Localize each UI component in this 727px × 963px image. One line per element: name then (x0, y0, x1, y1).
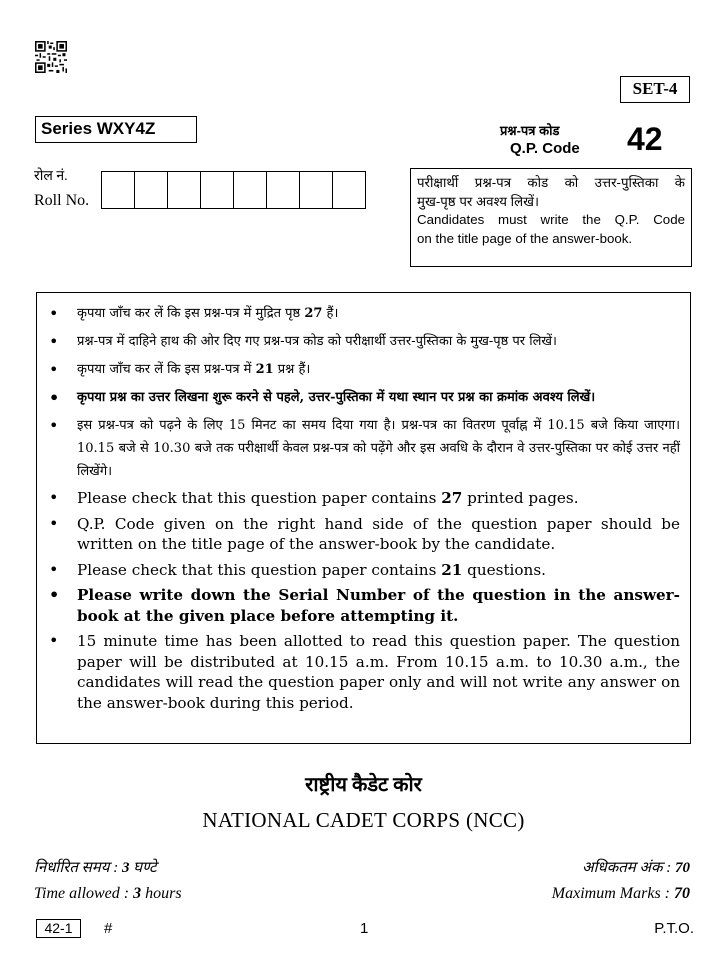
note-hindi-line-1: परीक्षार्थी प्रश्न-पत्र कोड को उत्तर-पुस्तिका के (417, 175, 685, 190)
instruction-item (37, 386, 680, 409)
instruction-text: Please write down the Serial Number of the question in the answer-book at the given place before attempting it. (77, 586, 680, 625)
note-hindi-line-2: मुख-पृष्ठ पर अवश्य लिखें। (417, 193, 540, 209)
time-hindi-unit: घण्टे (129, 860, 157, 876)
instruction-item (37, 631, 680, 713)
roll-no-boxes[interactable] (102, 171, 366, 209)
subject-title: NATIONAL CADET CORPS (NCC) (202, 808, 525, 832)
instruction-item (37, 358, 680, 381)
roll-no-cell[interactable] (233, 171, 267, 209)
instruction-text: 21 (441, 560, 463, 579)
maximum-marks-hindi (582, 857, 690, 877)
roll-no-cell[interactable] (299, 171, 333, 209)
roll-no-label: Roll No. (34, 192, 90, 209)
marks-label: Maximum Marks : (551, 885, 674, 902)
instruction-text: 21 (255, 362, 274, 377)
time-label: Time allowed : (34, 885, 134, 902)
instruction-item (37, 330, 680, 353)
instruction-item (37, 514, 680, 555)
instructions-box (36, 292, 691, 744)
time-unit: hours (141, 885, 182, 902)
qp-code-value: 42 (627, 121, 663, 157)
set-number-box: SET-4 (620, 76, 690, 103)
marks-hindi-value: 70 (675, 860, 690, 876)
qp-code-note-box (410, 168, 692, 267)
roll-no-cell[interactable] (134, 171, 168, 209)
footer-code-box: 42-1 (36, 919, 81, 938)
instruction-text: Q.P. Code given on the right hand side of the question paper should be written on the title page of the answer-book by the candidate. (77, 514, 680, 553)
time-allowed (34, 885, 182, 903)
time-hindi-label: निर्धारित समय : (34, 860, 122, 876)
instruction-text: Please check that this question paper contains (77, 560, 442, 579)
marks-value: 70 (674, 885, 690, 902)
qr-code-icon (35, 41, 67, 73)
roll-no-cell[interactable] (332, 171, 366, 209)
instruction-text: 27 (304, 306, 323, 321)
marks-hindi-label: अधिकतम अंक : (582, 860, 675, 876)
instruction-text: प्रश्न हैं। (273, 362, 311, 377)
instruction-item (37, 488, 680, 509)
note-english-line-1: Candidates must write the Q.P. Code (417, 212, 685, 227)
roll-no-cell[interactable] (167, 171, 201, 209)
series-box: Series WXY4Z (35, 116, 197, 143)
instruction-text: हैं। (322, 306, 339, 321)
pto-label: P.T.O. (654, 920, 694, 937)
instruction-item (37, 414, 680, 483)
footer-hash: # (104, 920, 113, 937)
qp-code-label: Q.P. Code (510, 140, 580, 157)
time-allowed-hindi (34, 857, 157, 877)
instruction-text: कृपया प्रश्न का उत्तर लिखना शुरू करने से पहले, उत्तर-पुस्तिका में यथा स्थान पर प्रश्न का क्रमांक अवश्य लिखें। (77, 390, 596, 405)
instructions-list (37, 293, 690, 713)
instruction-text: 15 minute time has been allotted to read this question paper. The question paper will be distributed at 10.15 a.m. From 10.15 a.m. to 10.30 a.m., the candidates will read the question paper only and will not write any answer on the answer-book during this period. (77, 632, 680, 712)
roll-no-cell[interactable] (101, 171, 135, 209)
instruction-item (37, 302, 680, 325)
roll-no-cell[interactable] (200, 171, 234, 209)
roll-no-cell[interactable] (266, 171, 300, 209)
instruction-text: प्रश्न-पत्र में दाहिने हाथ की ओर दिए गए प्रश्न-पत्र कोड को परीक्षार्थी उत्तर-पुस्तिका के मुख-पृष्ठ पर लिखें। (77, 334, 557, 349)
maximum-marks (552, 885, 690, 903)
instruction-text: printed pages. (462, 489, 579, 507)
instruction-text: इस प्रश्न-पत्र को पढ़ने के लिए 15 मिनट का समय दिया गया है। प्रश्न-पत्र का वितरण पूर्वाह्न में 10.15 बजे किया जाएगा। 10.15 बजे से 10.30 बजे तक परीक्षार्थी केवल प्रश्न-पत्र को पढ़ेंगे और इस अवधि के दौरान वे उत्तर-पुस्तिका पर कोई उत्तर नहीं लिखेंगे। (77, 418, 680, 479)
page-number: 1 (360, 920, 369, 937)
instruction-item (37, 585, 680, 626)
instruction-text: Please check that this question paper contains (77, 489, 442, 507)
instruction-text: questions. (462, 560, 546, 579)
qp-code-label-hindi: प्रश्न-पत्र कोड (500, 123, 560, 138)
note-english-line-2: on the title page of the answer-book. (417, 230, 633, 246)
subject-title-hindi: राष्ट्रीय कैडेट कोर (305, 774, 422, 796)
instruction-text: कृपया जाँच कर लें कि इस प्रश्न-पत्र में (77, 362, 256, 377)
instruction-item (37, 560, 680, 581)
instruction-text: 27 (441, 489, 463, 507)
time-value: 3 (133, 885, 142, 902)
instruction-text: कृपया जाँच कर लें कि इस प्रश्न-पत्र में मुद्रित पृष्ठ (77, 306, 305, 321)
time-hindi-value: 3 (121, 860, 130, 876)
roll-no-label-hindi: रोल नं. (34, 169, 68, 184)
